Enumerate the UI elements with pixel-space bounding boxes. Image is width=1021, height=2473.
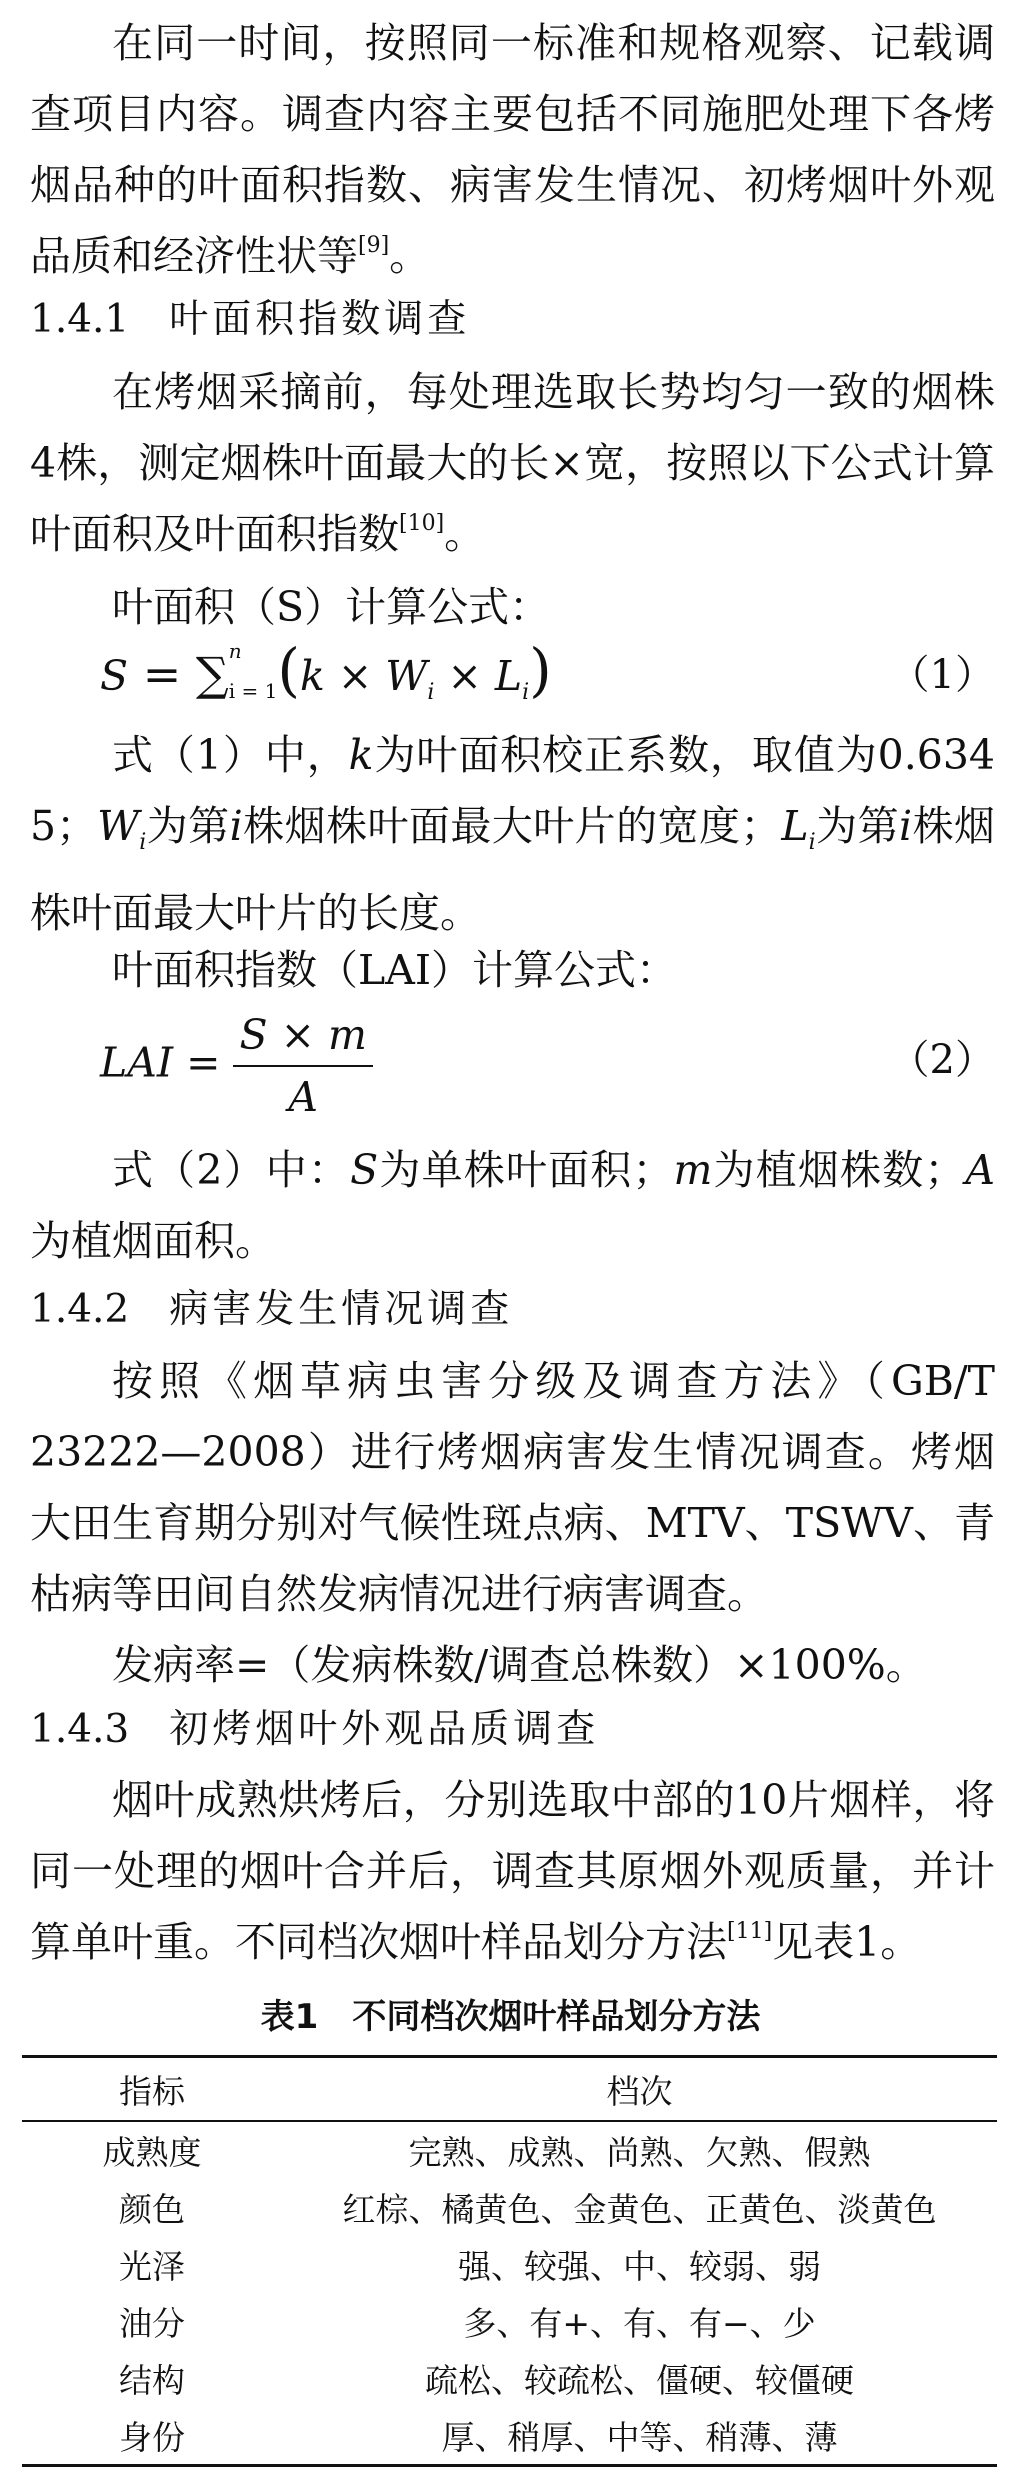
section-heading-1-4-1 xyxy=(30,290,470,350)
paragraph-eq2-explain xyxy=(30,1135,995,1277)
table-cell: 结构 xyxy=(119,2361,185,2400)
denominator: A xyxy=(288,1073,318,1121)
eq-var: S xyxy=(100,652,129,700)
citation-ref: [11] xyxy=(727,1919,773,1944)
text: 为第 xyxy=(146,802,230,850)
sum-lower: i = 1 xyxy=(228,679,278,703)
paragraph-end: 。 xyxy=(389,232,431,280)
paragraph-lai-method xyxy=(30,357,995,570)
lai-formula-label xyxy=(30,935,995,1006)
label-text: 叶面积指数（LAI）计算公式： xyxy=(112,946,678,994)
column-header-grade: 档次 xyxy=(282,2057,997,2122)
eq-sub: i xyxy=(427,680,435,706)
section-number: 1.4.3 xyxy=(30,1707,130,1752)
grading-table xyxy=(22,2055,997,2467)
table-cell: 身份 xyxy=(22,2407,282,2466)
eq-op: × xyxy=(267,1011,328,1059)
var: m xyxy=(673,1146,713,1194)
var: L xyxy=(781,802,809,850)
text: 为叶面积校正系数，取值为0.634 5； xyxy=(30,731,995,850)
section-heading-1-4-3 xyxy=(30,1700,599,1760)
var: S xyxy=(350,1146,379,1194)
section-heading-1-4-2 xyxy=(30,1280,513,1340)
paren: ) xyxy=(529,636,552,704)
text: 株烟株叶面最大叶片的长度。 xyxy=(30,802,996,938)
numerator xyxy=(233,1005,372,1067)
section-number: 1.4.1 xyxy=(30,297,130,342)
paragraph-text: 烟叶成熟烘烤后，分别选取中部的10片烟样，将同一处理的烟叶合并后，调查其原烟外观质量，并计算单叶重。不同档次烟叶样品划分方法 xyxy=(30,1776,995,1966)
paragraph-incidence-rate xyxy=(30,1630,995,1701)
citation-ref: [9] xyxy=(358,233,390,258)
eq-op: = xyxy=(173,1038,234,1087)
table-row xyxy=(22,2236,997,2293)
eq-var: LAI xyxy=(100,1038,174,1087)
fraction xyxy=(233,1005,372,1127)
section-number: 1.4.2 xyxy=(30,1287,130,1332)
var: i xyxy=(229,802,243,850)
text: 为植烟株数； xyxy=(712,1146,966,1194)
text: 为第 xyxy=(815,802,900,850)
section-title: 叶面积指数调查 xyxy=(169,297,471,342)
equation-number: （1） xyxy=(889,652,995,698)
table-cell: 红棕、橘黄色、金黄色、正黄色、淡黄色 xyxy=(342,2190,937,2229)
var: k xyxy=(348,731,374,779)
table-row xyxy=(22,2293,997,2350)
citation-ref: [10] xyxy=(399,511,445,536)
text: 株烟株叶面最大叶片的宽度； xyxy=(242,802,782,850)
table-caption: 表1 不同档次烟叶样品划分方法 xyxy=(260,1997,761,2037)
table-cell: 成熟度 xyxy=(102,2133,202,2172)
paren: ( xyxy=(277,636,300,704)
label-text: 叶面积（S）计算公式： xyxy=(112,583,551,631)
column-header-indicator: 指标 xyxy=(22,2057,282,2122)
paragraph-text: 按照《烟草病虫害分级及调查方法》（GB/T 23222—2008）进行烤烟病害发生情况调查。烤烟大田生育期分别对气候性斑点病、MTV、TSWV、青枯病等田间自然发病情况进行病害调查。 xyxy=(30,1357,995,1618)
paragraph-end: 。 xyxy=(444,510,486,558)
var: W xyxy=(97,802,140,850)
sum-limits xyxy=(229,640,278,702)
var-sub: i xyxy=(808,830,816,856)
eq-op: × xyxy=(434,652,495,700)
text: 为植烟面积。 xyxy=(30,1217,276,1265)
paragraph-eq1-explain xyxy=(30,720,995,949)
eq-var: W xyxy=(385,652,428,700)
eq-op: × xyxy=(324,652,386,700)
text: 为单株叶面积； xyxy=(378,1146,674,1194)
equation-1 xyxy=(100,636,552,723)
table-row xyxy=(22,2350,997,2407)
table-cell: 颜色 xyxy=(119,2190,185,2229)
var: A xyxy=(965,1146,996,1194)
table-cell: 多、有+、有、有−、少 xyxy=(463,2304,816,2343)
table-cell: 强、较强、中、较弱、弱 xyxy=(458,2247,821,2286)
section-title: 病害发生情况调查 xyxy=(169,1287,514,1332)
eq-sub: i xyxy=(522,680,530,706)
var-sub: i xyxy=(139,830,147,856)
paragraph-text: 在烤烟采摘前，每处理选取长势均匀一致的烟株4株，测定烟株叶面最大的长×宽，按照以下公式计算叶面积及叶面积指数 xyxy=(30,368,995,558)
sum-upper: n xyxy=(228,639,242,663)
s-formula-label xyxy=(30,572,995,643)
eq-var: k xyxy=(299,652,325,700)
paragraph-survey-overview xyxy=(30,8,995,292)
paragraph-disease-survey xyxy=(30,1346,995,1630)
table-cell: 光泽 xyxy=(119,2247,185,2286)
eq-var: S xyxy=(239,1011,268,1059)
table-cell: 厚、稍厚、中等、稍薄、薄 xyxy=(282,2407,997,2466)
table-row xyxy=(22,2179,997,2236)
eq-var: L xyxy=(494,652,523,700)
paragraph-text: 在同一时间，按照同一标准和规格观察、记载调查项目内容。调查内容主要包括不同施肥处理下各烤烟品种的叶面积指数、病害发生情况、初烤烟叶外观品质和经济性状等 xyxy=(30,19,995,280)
equation-2 xyxy=(100,1005,373,1127)
var: i xyxy=(899,802,913,850)
text: 式（2）中： xyxy=(112,1146,351,1194)
section-title: 初烤烟叶外观品质调查 xyxy=(169,1707,600,1752)
table-row xyxy=(22,2121,997,2179)
paragraph-text: 发病率=（发病株数/调查总株数）×100%。 xyxy=(112,1641,927,1689)
table-row xyxy=(22,2407,997,2466)
eq-op: = ∑ xyxy=(128,647,229,701)
paragraph-end: 见表1。 xyxy=(772,1918,922,1966)
text: 式（1）中， xyxy=(112,731,349,779)
equation-number: （2） xyxy=(889,1037,995,1083)
eq-var: m xyxy=(327,1011,367,1059)
table-cell: 油分 xyxy=(119,2304,185,2343)
table-cell: 完熟、成熟、尚熟、欠熟、假熟 xyxy=(408,2133,871,2172)
paragraph-appearance-quality xyxy=(30,1765,995,1978)
table-header-row xyxy=(22,2057,997,2122)
table-cell: 疏松、较疏松、僵硬、较僵硬 xyxy=(425,2361,854,2400)
